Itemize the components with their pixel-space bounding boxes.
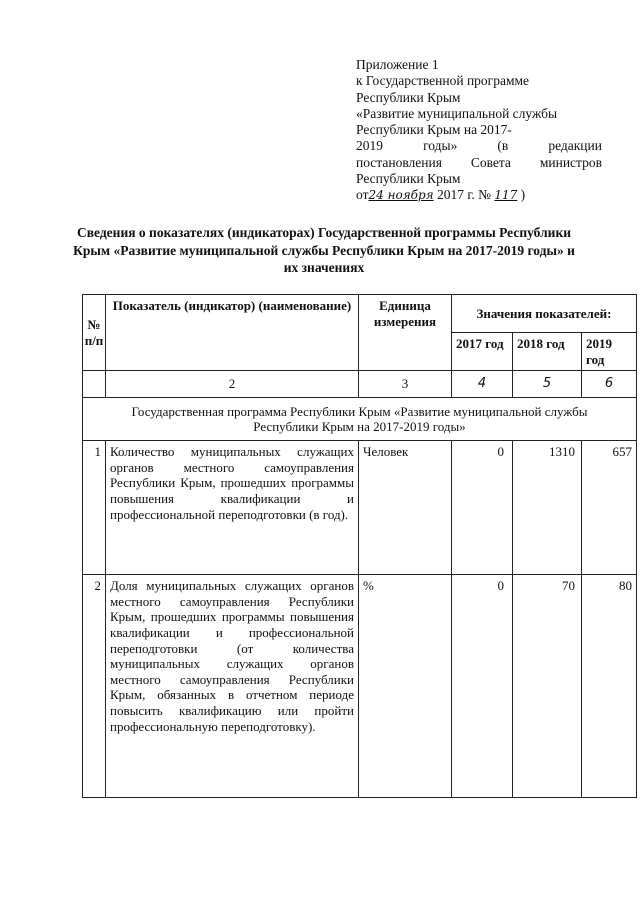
appendix-line — [356, 138, 602, 154]
date-suffix: 2017 г. № — [436, 187, 491, 203]
header-values: Значения показателей: — [452, 295, 637, 333]
row-num: 2 — [83, 575, 106, 798]
col-number: 2 — [106, 371, 359, 398]
appendix-line: Республики Крым — [356, 89, 461, 105]
col-number: 4 — [452, 371, 513, 398]
row-indicator: Доля муниципальных служащих органов местного самоуправления Республики Крым, прошедших программы повышения квалификации и профессиональной переподготовки (от количества муниципальных служащих органов местного самоуправления Республики Крым, обязанных в отчетном периоде повысить квалификацию или пройти профессиональную переподготовку). — [106, 575, 359, 798]
appendix-line: Приложение 1 — [356, 57, 439, 72]
col-number: 3 — [359, 371, 452, 398]
header-year-2019: 2019 год — [582, 333, 637, 371]
document-title: Сведения о показателях (индикаторах) Государственной программы Республики Крым «Развитие муниципальной службы Республики Крым на 2017-2019 годы» и их значениях — [73, 225, 575, 275]
col-number: 6 — [582, 371, 637, 398]
indicators-table — [82, 294, 637, 798]
appendix-word: (в — [497, 138, 509, 154]
appendix-word: Совета — [470, 154, 511, 170]
row-value-2019: 657 — [582, 441, 637, 575]
col-number — [83, 371, 106, 398]
header-indicator: Показатель (индикатор) (наименование) — [106, 295, 359, 371]
row-unit: % — [359, 575, 452, 798]
header-num: № п/п — [83, 295, 106, 371]
appendix-word: годы» — [423, 138, 458, 154]
row-num: 1 — [83, 441, 106, 575]
appendix-word: постановления — [356, 154, 442, 170]
row-value-2017: 0 — [452, 575, 513, 798]
header-year-2018: 2018 год — [513, 333, 582, 371]
appendix-line — [356, 155, 602, 171]
appendix-header — [356, 57, 602, 204]
appendix-word: редакции — [548, 138, 602, 154]
appendix-line: «Развитие муниципальной службы — [356, 105, 558, 121]
handwritten-number: 117 — [494, 188, 518, 203]
table-row — [83, 575, 637, 798]
header-year-2017: 2017 год — [452, 333, 513, 371]
closing-paren: ) — [520, 187, 526, 203]
appendix-word: 2019 — [356, 138, 383, 154]
row-unit: Человек — [359, 441, 452, 575]
row-value-2018: 1310 — [513, 441, 582, 575]
table-row — [83, 441, 637, 575]
row-value-2019: 80 — [582, 575, 637, 798]
header-unit: Единица измерения — [359, 295, 452, 371]
row-indicator: Количество муниципальных служащих органов местного самоуправления Республики Крым, прошедших программы повышения квалификации и профессиональной переподготовки (в год). — [106, 441, 359, 575]
row-value-2017: 0 — [452, 441, 513, 575]
appendix-line: Республики Крым — [356, 171, 461, 187]
appendix-word: министров — [539, 154, 602, 170]
handwritten-date: 24 ноября — [368, 188, 434, 203]
appendix-line: Республики Крым на 2017- — [356, 122, 512, 138]
col-number: 5 — [513, 371, 582, 398]
appendix-line: к Государственной программе — [356, 73, 530, 89]
section-title: Государственная программа Республики Крым «Развитие муниципальной службы Республики Крым на 2017-2019 годы» — [83, 398, 637, 441]
row-value-2018: 70 — [513, 575, 582, 798]
date-prefix: от — [356, 187, 369, 203]
appendix-date-line — [356, 187, 602, 203]
